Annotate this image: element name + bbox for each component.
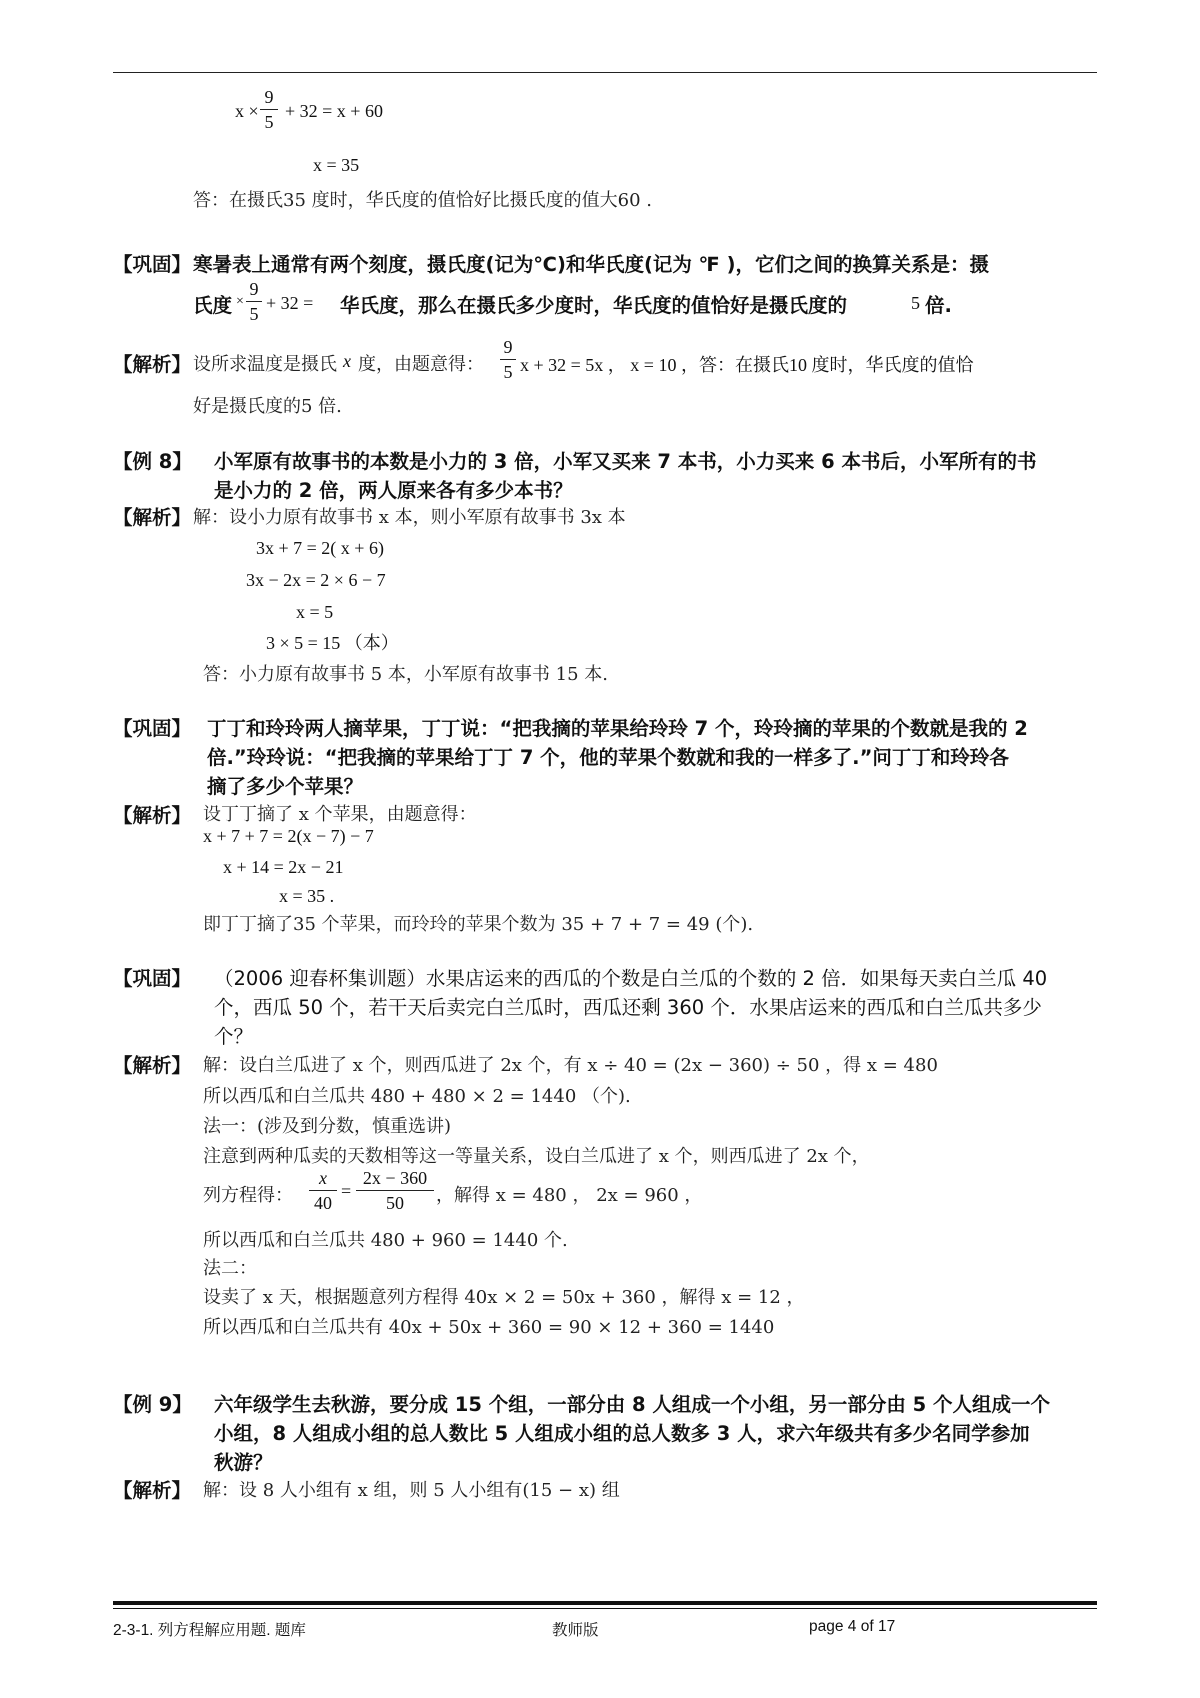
numerator: 9: [503, 337, 513, 357]
fraction-bar: [500, 359, 516, 360]
numerator: 9: [249, 279, 259, 299]
footer-doc-title: 2-3-1. 列方程解应用题. 题库: [113, 1622, 306, 1639]
numerator: 2x − 360: [362, 1168, 428, 1188]
fraction-bar: [309, 1190, 337, 1191]
example-tag: 【例 9】: [113, 1393, 192, 1416]
equation-line: x ×: [235, 101, 259, 121]
analysis-text: 所以西瓜和白兰瓜共 480 + 480 × 2 = 1440 （个).: [203, 1086, 631, 1107]
problem-text: 小军原有故事书的本数是小力的 3 倍，小军又买来 7 本书，小力买来 6 本书后，小军所有的书: [214, 450, 1037, 473]
fraction: [246, 278, 262, 325]
problem-text: 寒暑表上通常有两个刻度，摄氏度(记为℃)和华氏度(记为 ℉ )，它们之间的换算关系是：摄: [193, 253, 990, 276]
footer-rule-thick: [113, 1601, 1097, 1605]
analysis-text: 注意到两种瓜卖的天数相等这一等量关系，设白兰瓜进了 x 个，则西瓜进了 2x 个，: [203, 1146, 870, 1167]
fraction-bar: [356, 1190, 434, 1191]
numerator: x: [319, 1168, 327, 1188]
section-tag: 【巩固】: [113, 717, 192, 740]
analysis-text: 解：设白兰瓜进了 x 个，则西瓜进了 2x 个，有 x ÷ 40 = (2x − 360) ÷ 50 ，得 x = 480: [203, 1055, 938, 1076]
problem-text: （2006 迎春杯集训题）水果店运来的西瓜的个数是白兰瓜的个数的 2 倍．如果每天卖白兰瓜 40: [214, 967, 1048, 990]
equation-line: x + 14 = 2x − 21: [223, 857, 344, 877]
analysis-text: 法二：: [203, 1258, 257, 1279]
section-tag: 【巩固】: [113, 967, 192, 990]
section-tag: 【解析】: [113, 1054, 192, 1077]
answer-text: 答：小力原有故事书 5 本，小军原有故事书 15 本.: [203, 664, 608, 685]
equation-line: x = 35 .: [279, 886, 335, 906]
problem-text: 个？: [214, 1025, 254, 1048]
fraction: [500, 336, 516, 383]
problem-text: 华氏度，那么在摄氏多少度时，华氏度的值恰好是摄氏度的: [340, 294, 848, 317]
fraction: [356, 1167, 434, 1214]
times-sign: ×: [236, 294, 244, 309]
number: 5: [911, 293, 920, 313]
analysis-text: 度，由题意得：: [358, 354, 484, 375]
section-tag: 【解析】: [113, 1479, 192, 1502]
footer-page-number: page 4 of 17: [809, 1618, 896, 1635]
problem-text: 丁丁和玲玲两人摘苹果，丁丁说：“把我摘的苹果给玲玲 7 个，玲玲摘的苹果的个数就是我的 2: [207, 717, 1028, 740]
denominator: 5: [249, 304, 259, 324]
analysis-text: 设所求温度是摄氏: [193, 354, 337, 375]
section-tag: 【解析】: [113, 353, 192, 376]
analysis-text: 好是摄氏度的5 倍.: [193, 396, 342, 417]
analysis-text: 解：设小力原有故事书 x 本，则小军原有故事书 3x 本: [193, 507, 626, 528]
answer-text: 即丁丁摘了35 个苹果，而玲玲的苹果个数为 35 + 7 + 7 = 49 (个).: [203, 914, 754, 935]
fraction-bar: [260, 109, 278, 110]
equals-sign: =: [341, 1181, 352, 1201]
header-rule: [113, 72, 1097, 73]
denominator: 40: [314, 1193, 332, 1213]
analysis-text: 解：设 8 人小组有 x 组，则 5 人小组有(15 − x) 组: [203, 1480, 620, 1501]
equation-line: 3x + 7 = 2( x + 6): [256, 538, 384, 558]
analysis-text: 所以西瓜和白兰瓜共 480 + 960 = 1440 个.: [203, 1230, 568, 1251]
fraction-bar: [246, 301, 262, 302]
equation-inline: + 32 =: [266, 293, 314, 313]
equation-line: 3x − 2x = 2 × 6 − 7: [246, 570, 386, 590]
answer-text: 答：在摄氏35 度时，华氏度的值恰好比摄氏度的值大60 .: [193, 190, 652, 211]
problem-text: 秋游？: [214, 1451, 273, 1474]
footer-rule-thin: [113, 1608, 1097, 1609]
problem-text: 是小力的 2 倍，两人原来各有多少本书？: [214, 479, 573, 502]
analysis-text: ，解得 x = 480 ， 2x = 960 ，: [436, 1185, 703, 1206]
example-tag: 【例 8】: [113, 450, 192, 473]
analysis-text: 法一：(涉及到分数，慎重选讲): [203, 1116, 452, 1137]
analysis-text: 设丁丁摘了 x 个苹果，由题意得：: [203, 804, 477, 825]
fraction: [309, 1167, 337, 1214]
variable: x: [343, 351, 351, 371]
problem-text: 氏度: [193, 294, 233, 317]
problem-text: 小组，8 人组成小组的总人数比 5 人组成小组的总人数多 3 人，求六年级共有多少名同学参加: [214, 1422, 1030, 1445]
analysis-text: 列方程得：: [203, 1185, 293, 1206]
equation-line: + 32 = x + 60: [285, 101, 383, 121]
problem-text: 个，西瓜 50 个，若干天后卖完白兰瓜时，西瓜还剩 360 个．水果店运来的西瓜和白兰瓜共多少: [214, 996, 1042, 1019]
denominator: 50: [386, 1193, 404, 1213]
equation-line: 3 × 5 = 15 （本）: [266, 633, 399, 653]
denominator: 5: [264, 112, 274, 132]
section-tag: 【解析】: [113, 506, 192, 529]
equation-line: x = 5: [296, 602, 334, 622]
fraction: [260, 86, 278, 133]
analysis-text: x + 32 = 5x ， x = 10 ，答：在摄氏10 度时，华氏度的值恰: [520, 355, 974, 375]
problem-text: 倍.: [925, 294, 952, 317]
section-tag: 【解析】: [113, 804, 192, 827]
equation-line: x = 35: [313, 155, 360, 175]
problem-text: 六年级学生去秋游，要分成 15 个组，一部分由 8 人组成一个小组，另一部分由 5 个人组成一个: [214, 1393, 1051, 1416]
numerator: 9: [264, 87, 274, 107]
analysis-text: 所以西瓜和白兰瓜共有 40x + 50x + 360 = 90 × 12 + 360 = 1440: [203, 1317, 775, 1338]
analysis-text: 设卖了 x 天，根据题意列方程得 40x × 2 = 50x + 360 ，解得 x = 12 ，: [203, 1287, 805, 1308]
equation-line: x + 7 + 7 = 2(x − 7) − 7: [203, 826, 374, 846]
problem-text: 摘了多少个苹果？: [207, 775, 364, 798]
footer-edition: 教师版: [552, 1622, 599, 1639]
denominator: 5: [503, 362, 513, 382]
problem-text: 倍.”玲玲说：“把我摘的苹果给丁丁 7 个，他的苹果个数就和我的一样多了.”问丁丁和玲玲各: [207, 746, 1009, 769]
section-tag: 【巩固】: [113, 253, 192, 276]
